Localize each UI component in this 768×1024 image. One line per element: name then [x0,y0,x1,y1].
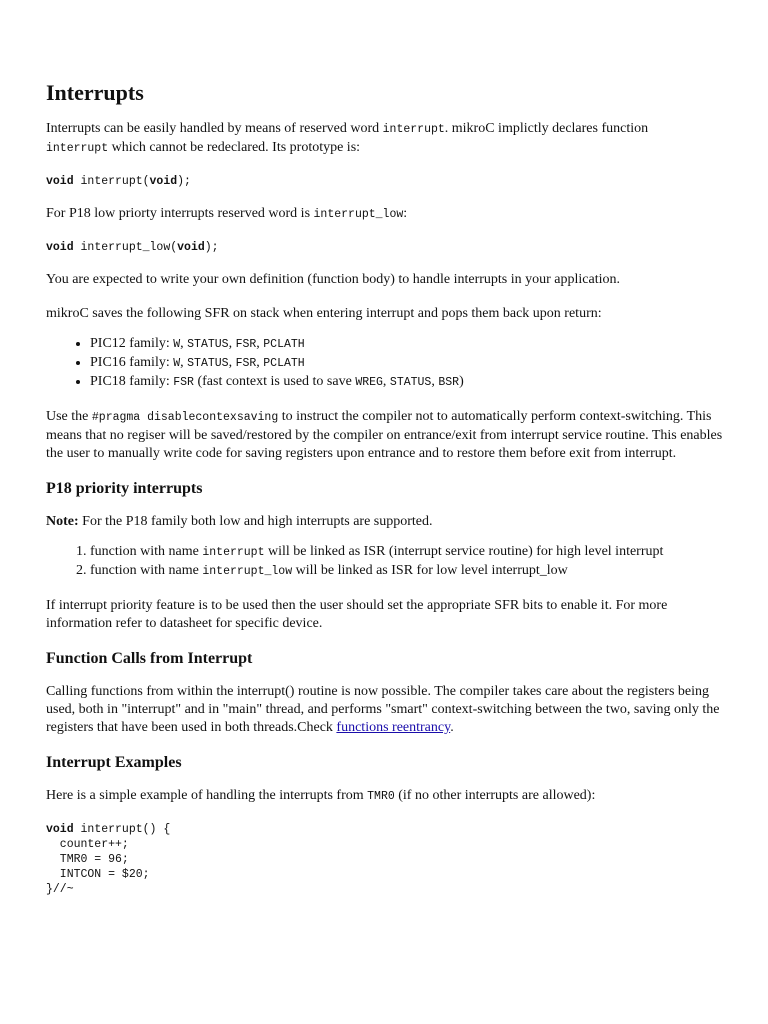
text: ) [459,374,464,389]
example-code-block [46,822,728,897]
code-line: }//~ [46,883,74,896]
code-interrupt-low: interrupt_low [313,208,404,221]
text: , [431,374,439,389]
text: For the P18 family both low and high interrupts are supported. [78,514,433,529]
code: WREG [355,376,383,389]
examples-paragraph [46,787,728,806]
text: Calling functions from within the interrupt() routine is now possible. The compiler takes care about the registers being used, both in "interrupt" and in "main" thread, and performs "smart" context-switching between the two, saving only the registers that have been used in both threads.Check [46,684,720,735]
code-line: INTCON = $20; [46,868,150,881]
expected-paragraph: You are expected to write your own definition (function body) to handle interrupts in your application. [46,272,620,287]
code: W [173,357,181,370]
keyword: void [46,241,74,254]
intro-paragraph [46,120,728,158]
code-tmr0: TMR0 [367,790,395,803]
code-pragma: #pragma disablecontexsaving [91,411,279,424]
text: Use the [46,409,92,424]
text: . [450,720,454,735]
text: PIC16 family: [90,355,174,370]
code-interrupt: interrupt [46,142,109,155]
text: function with name [90,544,203,559]
text: , [180,355,188,370]
code-text: interrupt_low( [73,241,178,254]
code: interrupt [202,546,265,559]
list-item [90,354,728,373]
text: (fast context is used to save [193,374,356,389]
text: , [228,355,236,370]
priority-list [46,543,728,581]
text: , [180,336,188,351]
code-interrupt: interrupt [382,123,445,136]
keyword: void [46,175,74,188]
note-paragraph [46,513,728,531]
code-text: ); [204,241,219,254]
text: Interrupts can be easily handled by means of reserved word [46,121,383,136]
saves-paragraph: mikroC saves the following SFR on stack when entering interrupt and pops them back upon return: [46,306,602,321]
list-item [90,543,728,562]
text: : [403,206,408,221]
code-text: ); [177,175,191,188]
text: , [228,336,236,351]
prototype-interrupt-low [46,240,728,255]
family-list [46,335,728,392]
code: STATUS [187,357,229,370]
code: STATUS [389,376,432,389]
heading-interrupt-examples: Interrupt Examples [46,754,182,771]
code: PCLATH [263,357,305,370]
code-line: interrupt() { [73,823,171,836]
prototype-interrupt [46,174,728,189]
page-title: Interrupts [46,80,144,105]
text: Here is a simple example of handling the interrupts from [46,788,368,803]
code: FSR [235,357,257,370]
code-line: counter++; [46,838,129,851]
text: For P18 low priorty interrupts reserved word is [46,206,314,221]
note-label: Note: [46,514,79,529]
code: STATUS [187,338,229,351]
list-item [90,335,728,354]
code-text: interrupt( [73,175,150,188]
code: interrupt_low [202,565,293,578]
code-line: TMR0 = 96; [46,853,129,866]
text: , [256,336,264,351]
pragma-paragraph [46,408,728,463]
calls-paragraph [46,683,728,737]
text: to instruct the compiler not to automatically perform context-switching. This means that no regiser will be saved/restored by the compiler on entrance/exit from interrupt service routine. This enables the user to manually write code for saving registers upon entrance and to restore them before exit from interrupt. [46,409,723,461]
code: FSR [173,376,194,389]
text: (if no other interrupts are allowed): [394,788,596,803]
keyword: void [149,175,178,188]
list-item [90,562,728,581]
text: , [382,374,390,389]
text: function with name [90,563,203,578]
text: , [256,355,264,370]
code: W [173,338,181,351]
text: . mikroC implictly declares function [444,121,649,136]
keyword: void [46,823,74,836]
functions-reentrancy-link[interactable]: functions reentrancy [336,720,451,735]
text: PIC12 family: [90,336,174,351]
text: will be linked as ISR for low level interrupt_low [292,563,568,578]
code: PCLATH [263,338,305,351]
text: will be linked as ISR (interrupt service routine) for high level interrupt [264,544,664,559]
text: which cannot be redeclared. Its prototype is: [108,140,361,155]
list-item [90,373,728,392]
text: PIC18 family: [90,374,174,389]
code: BSR [438,376,460,389]
priority-paragraph: If interrupt priority feature is to be used then the user should set the appropriate SFR bits to enable it. For more information refer to datasheet for specific device. [46,598,668,631]
heading-priority-interrupts: P18 priority interrupts [46,480,203,497]
heading-function-calls: Function Calls from Interrupt [46,650,253,667]
low-priority-paragraph [46,205,728,224]
code: FSR [235,338,257,351]
keyword: void [177,241,205,254]
